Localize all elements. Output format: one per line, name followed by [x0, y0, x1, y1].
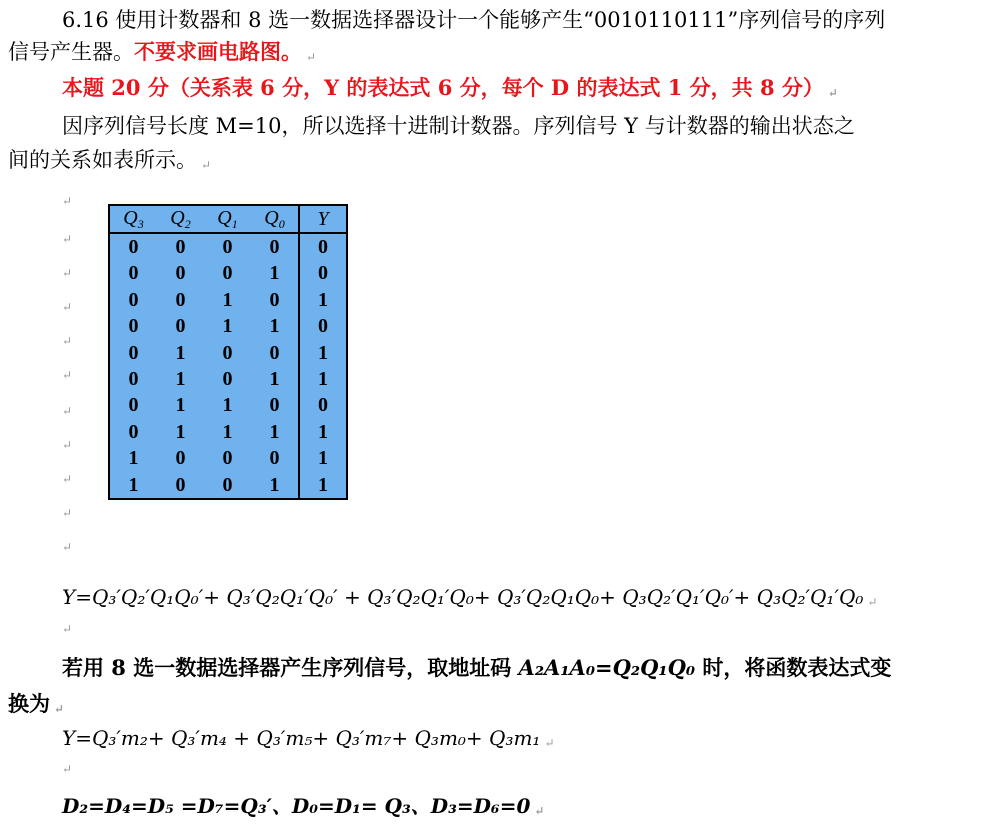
cell-y: 1	[299, 287, 347, 313]
cell-q: 1	[222, 288, 233, 311]
cell-y: 0	[299, 314, 347, 340]
problem-statement-line1	[62, 6, 885, 34]
header-q1: $Q_1$	[204, 205, 251, 233]
paragraph-mark: ↵	[201, 158, 212, 172]
cell-y: 0	[299, 261, 347, 287]
cell-q: 0	[222, 447, 233, 470]
cell-q: 1	[269, 420, 280, 443]
cell-q: 0	[222, 262, 233, 285]
cell-q: 1	[128, 447, 139, 470]
paragraph-mark: ↵	[62, 266, 73, 280]
paragraph-mark: ↵	[62, 622, 73, 636]
cell-q: 0	[128, 262, 139, 285]
cell-q: 1	[269, 262, 280, 285]
cell-q: 0	[222, 368, 233, 391]
cell-q: 0	[175, 315, 186, 338]
explanation-text-cont: 间的关系如表所示。	[8, 148, 197, 172]
cell-q: 0	[269, 236, 280, 259]
explanation-text: 因序列信号长度 M=10，所以选择十进制计数器。序列信号 Y 与计数器的输出状态之	[62, 114, 855, 138]
cell-y: 1	[299, 366, 347, 392]
table-row	[109, 472, 347, 499]
mux-paragraph-line1	[62, 654, 891, 682]
explanation-line2	[8, 146, 211, 179]
header-q2: $Q_2$	[157, 205, 204, 233]
mux-text: 若用 8 选一数据选择器产生序列信号，取地址码	[62, 655, 519, 680]
cell-q: 1	[175, 368, 186, 391]
cell-q: 1	[222, 420, 233, 443]
cell-q: 1	[175, 394, 186, 417]
cell-q: 0	[128, 236, 139, 259]
cell-q: 1	[109, 472, 157, 499]
cell-q: 0	[175, 447, 186, 470]
cell-q: 0	[175, 288, 186, 311]
paragraph-mark: ↵	[306, 50, 317, 64]
cell-y: 1	[299, 446, 347, 472]
paragraph-mark: ↵	[867, 595, 878, 609]
paragraph-mark: ↵	[534, 804, 545, 818]
expression-y-mux	[62, 724, 555, 757]
table-row	[109, 340, 347, 366]
cell-y: 1	[299, 472, 347, 499]
paragraph-mark: ↵	[62, 232, 73, 246]
mux-text-end: 换为	[8, 691, 50, 716]
cell-y: 1	[299, 419, 347, 445]
cell-q: 0	[269, 341, 280, 364]
problem-text-cont: 信号产生器。	[8, 40, 134, 64]
paragraph-mark: ↵	[54, 702, 65, 716]
problem-text: 6.16 使用计数器和 8 选一数据选择器设计一个能够产生“0010110111”序列信号的序列	[62, 8, 886, 32]
table-row	[109, 314, 347, 340]
cell-q: 0	[175, 262, 186, 285]
cell-q: 0	[175, 236, 186, 259]
table-row	[109, 233, 347, 260]
cell-q: 1	[175, 420, 186, 443]
no-circuit-note: 不要求画电路图。	[134, 39, 302, 64]
expression-d-inputs	[62, 792, 544, 825]
truth-table	[108, 204, 348, 500]
paragraph-mark: ↵	[62, 438, 73, 452]
paragraph-mark: ↵	[62, 300, 73, 314]
mux-paragraph-line2	[8, 690, 64, 723]
cell-q: 0	[128, 420, 139, 443]
table-row	[109, 287, 347, 313]
paragraph-mark: ↵	[62, 404, 73, 418]
cell-q: 1	[222, 315, 233, 338]
paragraph-mark: ↵	[62, 540, 73, 554]
paragraph-mark: ↵	[62, 506, 73, 520]
cell-y: 0	[299, 393, 347, 419]
cell-q: 0	[269, 394, 280, 417]
cell-q: 0	[269, 288, 280, 311]
table-header-row	[109, 205, 347, 233]
paragraph-mark: ↵	[62, 194, 73, 208]
equation-text: D₂=D₄=D₅ =D₇=Q₃′、D₀=D₁= Q₃、D₃=D₆=0	[62, 794, 531, 818]
paragraph-mark: ↵	[62, 334, 73, 348]
cell-y: 0	[299, 233, 347, 260]
address-code: A₂A₁A₀=Q₂Q₁Q₀	[518, 655, 696, 680]
problem-statement-line2	[8, 38, 316, 71]
cell-q: 0	[128, 368, 139, 391]
cell-q: 1	[175, 341, 186, 364]
score-text: 本题 20 分（关系表 6 分，Y 的表达式 6 分，每个 D 的表达式 1 分，共 8 分）	[62, 75, 824, 100]
cell-q: 1	[222, 394, 233, 417]
cell-q: 0	[269, 447, 280, 470]
paragraph-mark: ↵	[62, 762, 73, 776]
cell-q: 1	[269, 368, 280, 391]
cell-q: 0	[222, 341, 233, 364]
paragraph-mark: ↵	[62, 368, 73, 382]
header-y: Y	[299, 205, 347, 233]
cell-q: 1	[251, 472, 299, 499]
equation-text: Y=Q₃′m₂+ Q₃′m₄ + Q₃′m₅+ Q₃′m₇+ Q₃m₀+ Q₃m₁	[62, 726, 541, 750]
expression-y-minterms	[62, 583, 877, 616]
table-row	[109, 419, 347, 445]
cell-q: 0	[157, 472, 204, 499]
header-q0: $Q_0$	[251, 205, 299, 233]
paragraph-mark: ↵	[62, 472, 73, 486]
equation-text: Y=Q₃′Q₂′Q₁Q₀′+ Q₃′Q₂Q₁′Q₀′ + Q₃′Q₂Q₁′Q₀+ Q₃′Q₂Q₁Q₀+ Q₃Q₂′Q₁′Q₀′+ Q₃Q₂′Q₁′Q₀	[62, 585, 864, 609]
cell-q: 0	[222, 236, 233, 259]
cell-q: 0	[128, 288, 139, 311]
table-row	[109, 393, 347, 419]
cell-y: 1	[299, 340, 347, 366]
cell-q: 0	[128, 341, 139, 364]
paragraph-mark: ↵	[544, 736, 555, 750]
cell-q: 1	[269, 315, 280, 338]
mux-text-cont: 时，将函数表达式变	[695, 655, 892, 680]
table-row	[109, 446, 347, 472]
cell-q: 0	[204, 472, 251, 499]
cell-q: 0	[128, 394, 139, 417]
cell-q: 0	[128, 315, 139, 338]
table-row	[109, 261, 347, 287]
score-line	[62, 74, 838, 107]
header-q3: $Q_3$	[109, 205, 157, 233]
table-row	[109, 366, 347, 392]
explanation-line1	[62, 112, 855, 140]
paragraph-mark: ↵	[827, 86, 838, 100]
